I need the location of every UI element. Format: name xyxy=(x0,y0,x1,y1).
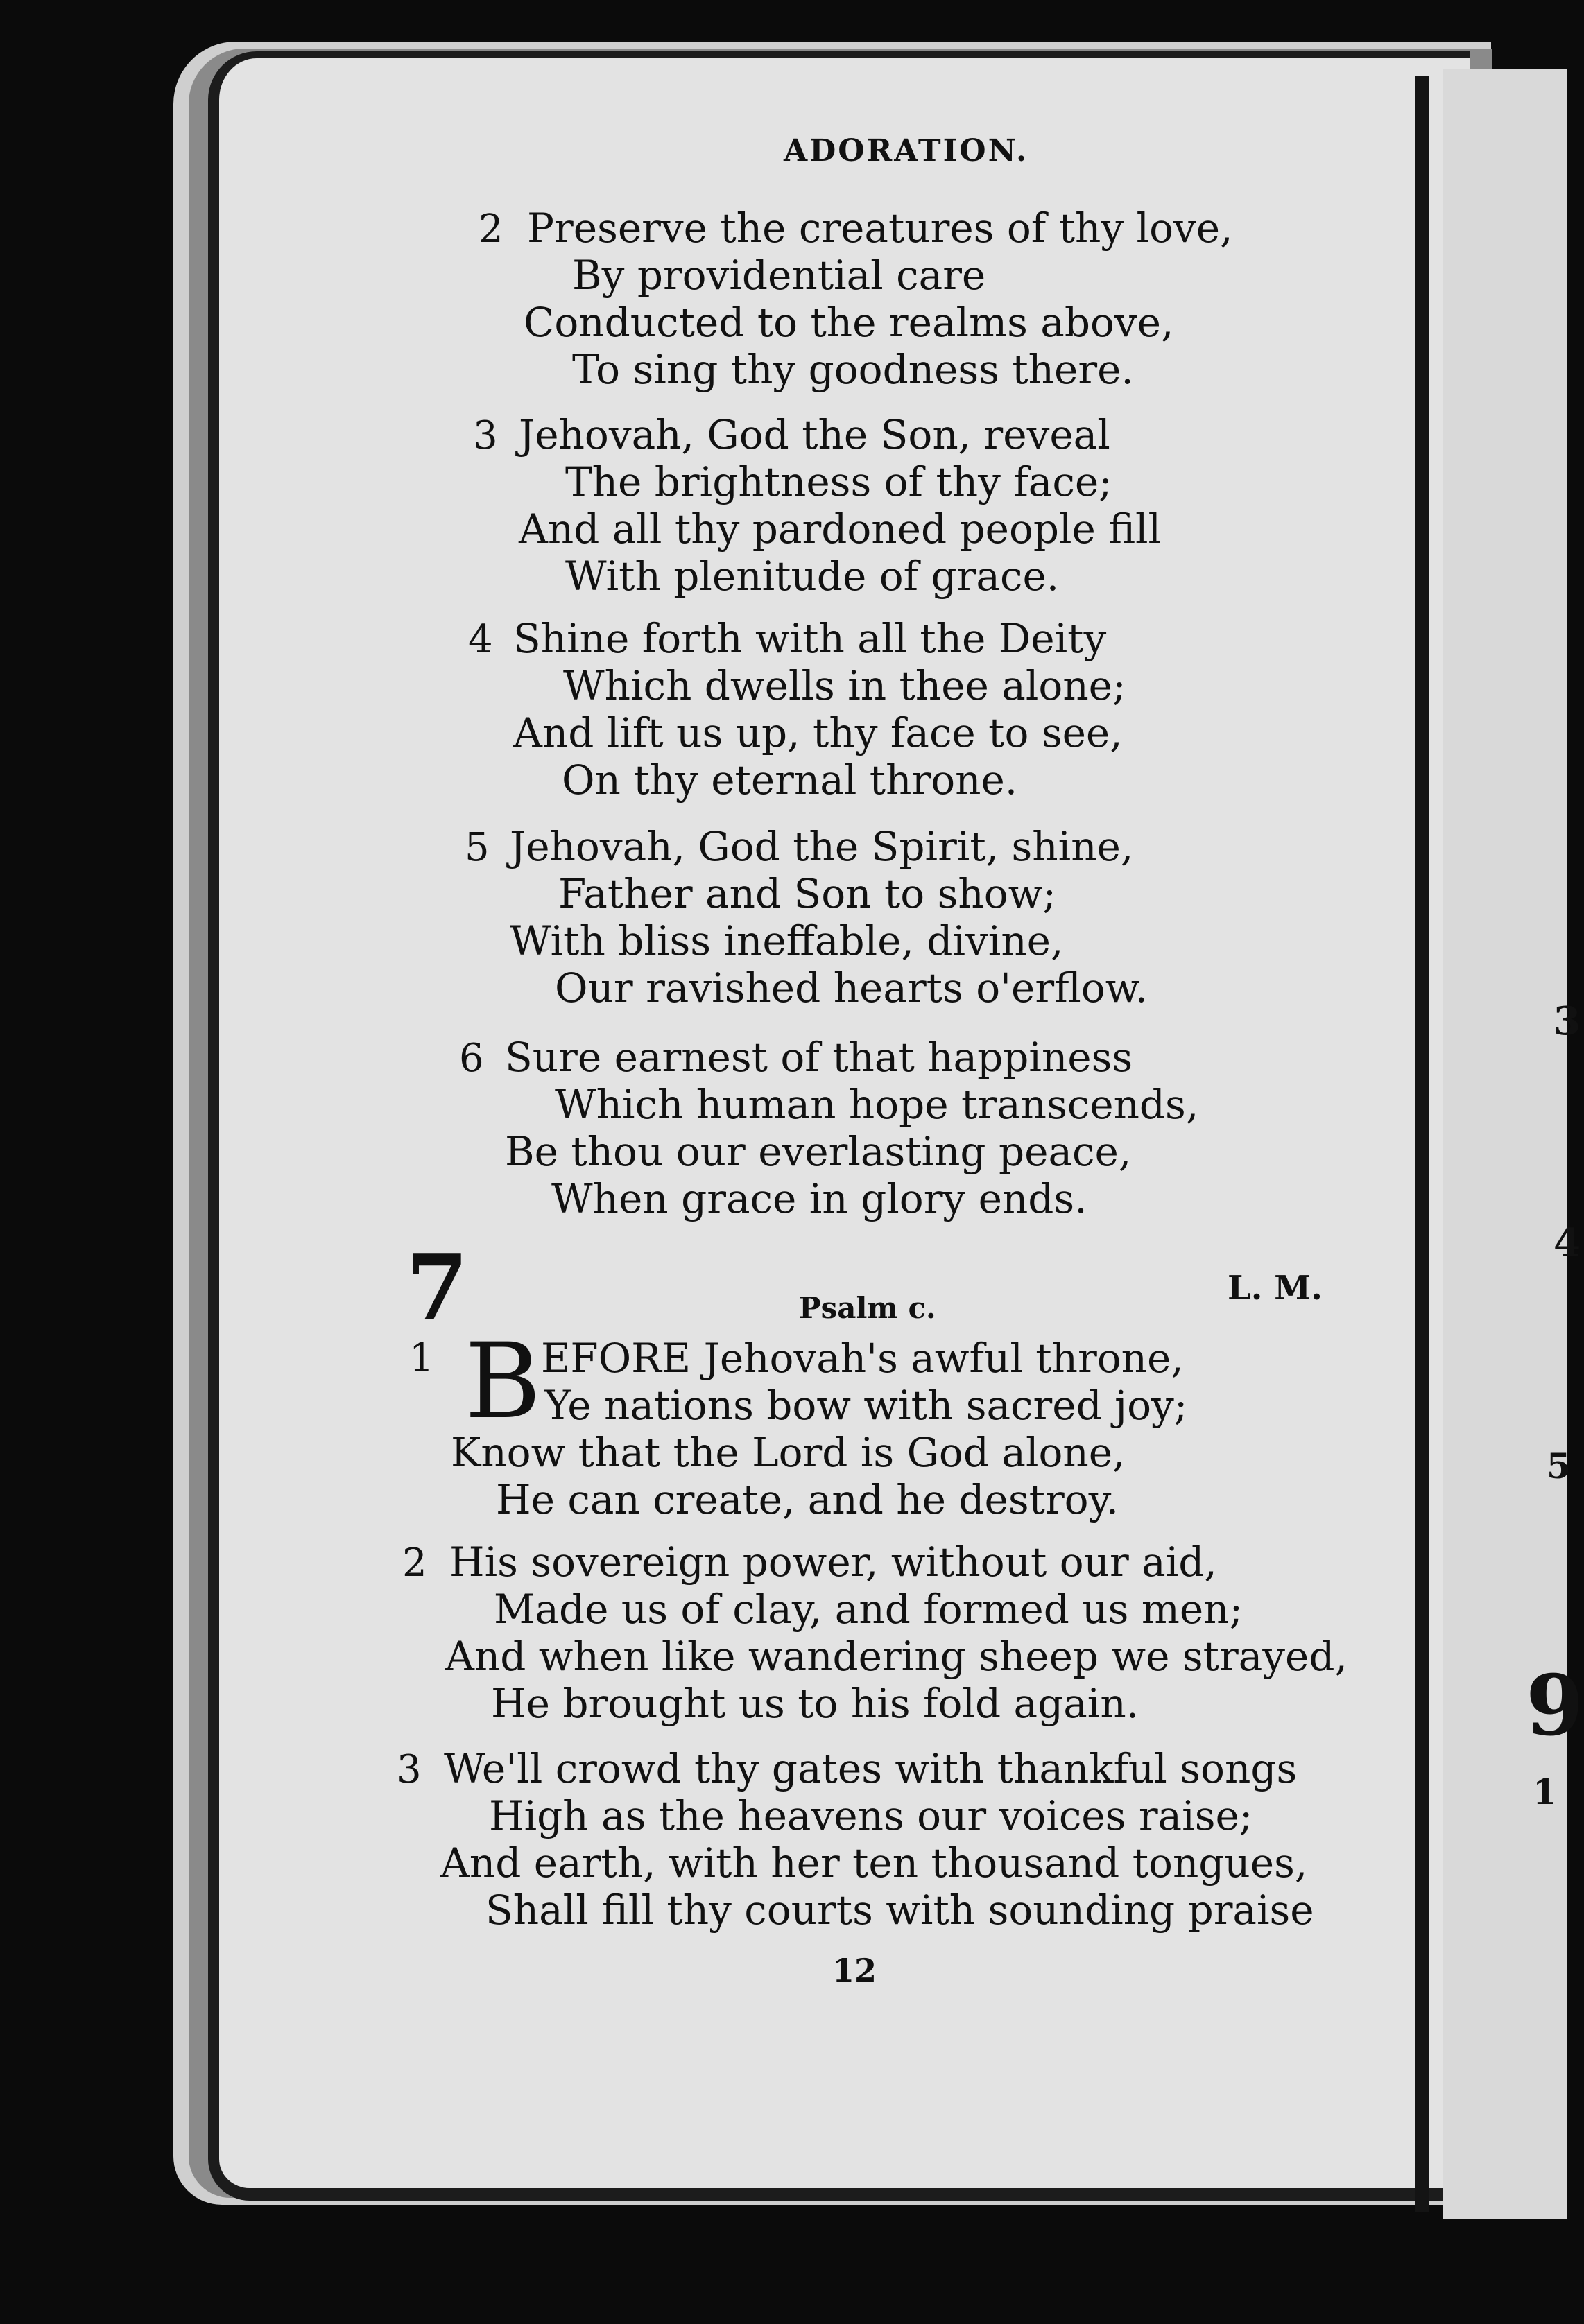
verse-line: He brought us to his fold again. xyxy=(491,1680,1139,1727)
facing-page-fragment: 3 xyxy=(1553,998,1581,1044)
verse-number: 6 xyxy=(459,1036,484,1081)
verse-line: Preserve the creatures of thy love, xyxy=(527,205,1233,252)
verse-line: Ye nations bow with sacred joy; xyxy=(544,1382,1188,1429)
psalm-reference: Psalm c. xyxy=(799,1291,936,1325)
verse-line: Be thou our everlasting peace, xyxy=(505,1128,1132,1175)
facing-page-fragment: 1 xyxy=(1533,1771,1557,1812)
verse-number: 2 xyxy=(479,207,503,252)
verse-line: And earth, with her ten thousand tongues, xyxy=(440,1839,1308,1887)
verse-line: Father and Son to show; xyxy=(558,870,1056,917)
verse-line: The brightness of thy face; xyxy=(565,458,1112,505)
verse-line: EFORE Jehovah's awful throne, xyxy=(541,1335,1184,1382)
verse-line: With plenitude of grace. xyxy=(565,553,1060,600)
verse-number: 1 xyxy=(409,1335,434,1380)
verse-number: 2 xyxy=(402,1541,427,1586)
verse-line: Our ravished hearts o'erflow. xyxy=(555,964,1148,1012)
verse-line: Made us of clay, and formed us men; xyxy=(494,1586,1243,1633)
verse-line: He can create, and he destroy. xyxy=(496,1476,1119,1523)
verse-line: Which dwells in thee alone; xyxy=(563,662,1126,709)
verse-line: And all thy pardoned people fill xyxy=(519,505,1162,553)
verse-line: Know that the Lord is God alone, xyxy=(451,1429,1126,1476)
book-gutter xyxy=(1415,76,1429,2212)
hymn-number: 7 xyxy=(406,1234,469,1340)
verse-number: 3 xyxy=(473,413,498,458)
verse-number: 5 xyxy=(465,825,490,870)
running-head: ADORATION. xyxy=(784,133,1029,168)
drop-cap: B xyxy=(465,1321,542,1442)
verse-line: His sovereign power, without our aid, xyxy=(449,1538,1217,1586)
facing-page-fragment: 4 xyxy=(1553,1220,1581,1266)
verse-line: And lift us up, thy face to see, xyxy=(513,709,1123,756)
facing-page-fragment: 5 xyxy=(1547,1446,1571,1486)
verse-line: With bliss ineffable, divine, xyxy=(510,917,1064,964)
verse-line: Shine forth with all the Deity xyxy=(513,615,1107,662)
verse-line: Sure earnest of that happiness xyxy=(505,1034,1133,1081)
verse-line: When grace in glory ends. xyxy=(551,1175,1087,1222)
verse-line: High as the heavens our voices raise; xyxy=(489,1792,1253,1839)
verse-number: 4 xyxy=(468,617,493,662)
verse-line: Jehovah, God the Son, reveal xyxy=(519,411,1110,458)
verse-line: Shall fill thy courts with sounding praise xyxy=(485,1887,1314,1934)
verse-line: On thy eternal throne. xyxy=(562,756,1018,804)
verse-line: Which human hope transcends, xyxy=(555,1081,1199,1128)
verse-line: We'll crowd thy gates with thankful songs xyxy=(444,1745,1298,1792)
hymn-meter: L. M. xyxy=(1228,1269,1323,1308)
verse-line: By providential care xyxy=(572,252,986,299)
facing-page-edge xyxy=(1443,69,1567,2219)
facing-page-fragment: 9 xyxy=(1526,1657,1584,1755)
verse-line: To sing thy goodness there. xyxy=(572,346,1134,393)
page-number: 12 xyxy=(832,1952,877,1989)
verse-number: 3 xyxy=(397,1747,422,1792)
verse-line: Jehovah, God the Spirit, shine, xyxy=(510,823,1134,870)
verse-line: And when like wandering sheep we strayed, xyxy=(445,1633,1348,1680)
verse-line: Conducted to the realms above, xyxy=(524,299,1174,346)
